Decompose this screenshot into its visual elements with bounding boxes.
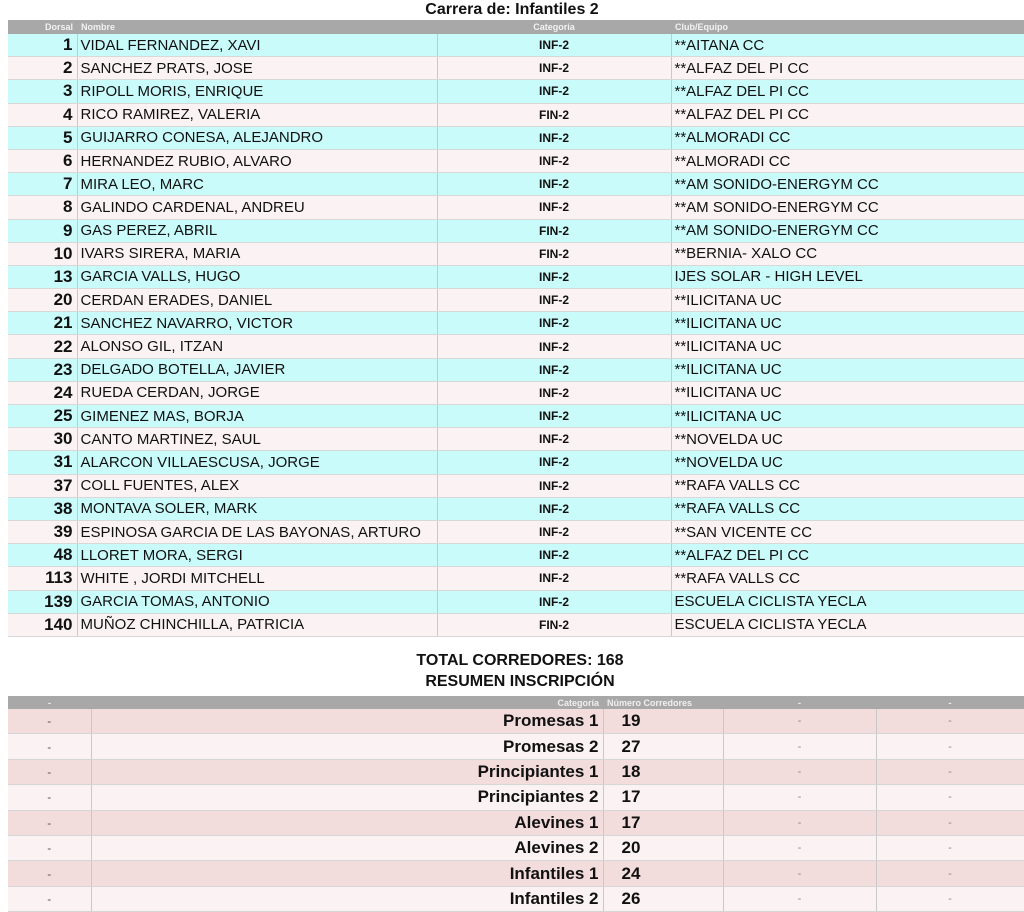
club-cell: **RAFA VALLS CC bbox=[671, 497, 1024, 520]
categoria-cell: INF-2 bbox=[437, 544, 671, 567]
summary-col4-cell: - bbox=[723, 785, 876, 810]
summary-header-col1: - bbox=[8, 696, 91, 709]
summary-col5-cell: - bbox=[876, 886, 1024, 911]
summary-header-categoria: Categoría bbox=[91, 696, 603, 709]
nombre-cell: RUEDA CERDAN, JORGE bbox=[77, 381, 437, 404]
table-row bbox=[8, 520, 1024, 543]
table-row bbox=[8, 242, 1024, 265]
header-categoria: Categoría bbox=[437, 20, 671, 34]
nombre-cell: MONTAVA SOLER, MARK bbox=[77, 497, 437, 520]
summary-col5-cell: - bbox=[876, 759, 1024, 784]
table-row bbox=[8, 381, 1024, 404]
table-row bbox=[8, 567, 1024, 590]
summary-col4-cell: - bbox=[723, 709, 876, 734]
summary-col4-cell: - bbox=[723, 861, 876, 886]
categoria-cell: INF-2 bbox=[437, 265, 671, 288]
nombre-cell: RIPOLL MORIS, ENRIQUE bbox=[77, 80, 437, 103]
dorsal-cell: 7 bbox=[8, 173, 77, 196]
runners-table bbox=[8, 20, 1024, 637]
summary-numero-cell: 18 bbox=[603, 759, 723, 784]
nombre-cell: ALONSO GIL, ITZAN bbox=[77, 335, 437, 358]
club-cell: **ILICITANA UC bbox=[671, 335, 1024, 358]
summary-row bbox=[8, 835, 1024, 860]
table-row bbox=[8, 149, 1024, 172]
total-runners: TOTAL CORREDORES: 168 bbox=[416, 652, 624, 669]
dorsal-cell: 2 bbox=[8, 57, 77, 80]
summary-col5-cell: - bbox=[876, 734, 1024, 759]
dorsal-cell: 22 bbox=[8, 335, 77, 358]
categoria-cell: INF-2 bbox=[437, 405, 671, 428]
nombre-cell: VIDAL FERNANDEZ, XAVI bbox=[77, 34, 437, 57]
dorsal-cell: 8 bbox=[8, 196, 77, 219]
dorsal-cell: 39 bbox=[8, 520, 77, 543]
categoria-cell: INF-2 bbox=[437, 57, 671, 80]
dorsal-cell: 38 bbox=[8, 497, 77, 520]
nombre-cell: SANCHEZ NAVARRO, VICTOR bbox=[77, 312, 437, 335]
dorsal-cell: 37 bbox=[8, 474, 77, 497]
club-cell: **ILICITANA UC bbox=[671, 381, 1024, 404]
nombre-cell: DELGADO BOTELLA, JAVIER bbox=[77, 358, 437, 381]
summary-body bbox=[8, 709, 1024, 912]
nombre-cell: SANCHEZ PRATS, JOSE bbox=[77, 57, 437, 80]
table-row bbox=[8, 126, 1024, 149]
dorsal-cell: 3 bbox=[8, 80, 77, 103]
categoria-cell: FIN-2 bbox=[437, 219, 671, 242]
categoria-cell: INF-2 bbox=[437, 289, 671, 312]
summary-header-numero: Número Corredores bbox=[603, 696, 723, 709]
club-cell: **ALFAZ DEL PI CC bbox=[671, 103, 1024, 126]
dorsal-cell: 1 bbox=[8, 34, 77, 57]
summary-categoria-cell: Principiantes 1 bbox=[91, 759, 603, 784]
dorsal-cell: 6 bbox=[8, 149, 77, 172]
club-cell: **NOVELDA UC bbox=[671, 428, 1024, 451]
summary-numero-cell: 26 bbox=[603, 886, 723, 911]
summary-row bbox=[8, 709, 1024, 734]
summary-col1-cell: - bbox=[8, 785, 91, 810]
table-row bbox=[8, 335, 1024, 358]
categoria-cell: INF-2 bbox=[437, 34, 671, 57]
nombre-cell: MUÑOZ CHINCHILLA, PATRICIA bbox=[77, 613, 437, 636]
nombre-cell: WHITE , JORDI MITCHELL bbox=[77, 567, 437, 590]
summary-row bbox=[8, 759, 1024, 784]
categoria-cell: INF-2 bbox=[437, 358, 671, 381]
dorsal-cell: 139 bbox=[8, 590, 77, 613]
dorsal-cell: 30 bbox=[8, 428, 77, 451]
summary-col1-cell: - bbox=[8, 810, 91, 835]
club-cell: **AM SONIDO-ENERGYM CC bbox=[671, 173, 1024, 196]
table-row bbox=[8, 57, 1024, 80]
summary-col1-cell: - bbox=[8, 886, 91, 911]
summary-categoria-cell: Infantiles 1 bbox=[91, 861, 603, 886]
nombre-cell: RICO RAMIREZ, VALERIA bbox=[77, 103, 437, 126]
dorsal-cell: 21 bbox=[8, 312, 77, 335]
dorsal-cell: 140 bbox=[8, 613, 77, 636]
summary-col1-cell: - bbox=[8, 734, 91, 759]
categoria-cell: INF-2 bbox=[437, 451, 671, 474]
summary-col5-cell: - bbox=[876, 861, 1024, 886]
summary-col4-cell: - bbox=[723, 734, 876, 759]
club-cell: **ILICITANA UC bbox=[671, 312, 1024, 335]
club-cell: **RAFA VALLS CC bbox=[671, 474, 1024, 497]
nombre-cell: GIMENEZ MAS, BORJA bbox=[77, 405, 437, 428]
dorsal-cell: 9 bbox=[8, 219, 77, 242]
summary-categoria-cell: Alevines 1 bbox=[91, 810, 603, 835]
page-title: Carrera de: Infantiles 2 bbox=[425, 1, 599, 18]
club-cell: ESCUELA CICLISTA YECLA bbox=[671, 613, 1024, 636]
summary-col1-cell: - bbox=[8, 861, 91, 886]
club-cell: **BERNIA- XALO CC bbox=[671, 242, 1024, 265]
categoria-cell: INF-2 bbox=[437, 381, 671, 404]
club-cell: **ALMORADI CC bbox=[671, 126, 1024, 149]
runners-header-row bbox=[8, 20, 1024, 34]
summary-numero-cell: 19 bbox=[603, 709, 723, 734]
categoria-cell: INF-2 bbox=[437, 590, 671, 613]
table-row bbox=[8, 196, 1024, 219]
summary-col4-cell: - bbox=[723, 759, 876, 784]
categoria-cell: INF-2 bbox=[437, 497, 671, 520]
club-cell: **ALFAZ DEL PI CC bbox=[671, 80, 1024, 103]
table-row bbox=[8, 474, 1024, 497]
club-cell: **RAFA VALLS CC bbox=[671, 567, 1024, 590]
table-row bbox=[8, 219, 1024, 242]
club-cell: **ILICITANA UC bbox=[671, 358, 1024, 381]
header-nombre: Nombre bbox=[77, 20, 437, 34]
table-row bbox=[8, 358, 1024, 381]
dorsal-cell: 113 bbox=[8, 567, 77, 590]
categoria-cell: INF-2 bbox=[437, 520, 671, 543]
nombre-cell: GALINDO CARDENAL, ANDREU bbox=[77, 196, 437, 219]
summary-row bbox=[8, 810, 1024, 835]
summary-col4-cell: - bbox=[723, 810, 876, 835]
summary-numero-cell: 20 bbox=[603, 835, 723, 860]
table-row bbox=[8, 497, 1024, 520]
nombre-cell: ESPINOSA GARCIA DE LAS BAYONAS, ARTURO bbox=[77, 520, 437, 543]
table-row bbox=[8, 289, 1024, 312]
club-cell: **AITANA CC bbox=[671, 34, 1024, 57]
categoria-cell: INF-2 bbox=[437, 80, 671, 103]
summary-header-col5: - bbox=[876, 696, 1024, 709]
categoria-cell: FIN-2 bbox=[437, 613, 671, 636]
categoria-cell: FIN-2 bbox=[437, 242, 671, 265]
nombre-cell: GARCIA VALLS, HUGO bbox=[77, 265, 437, 288]
summary-header-row bbox=[8, 696, 1024, 709]
dorsal-cell: 10 bbox=[8, 242, 77, 265]
nombre-cell: LLORET MORA, SERGI bbox=[77, 544, 437, 567]
summary-col5-cell: - bbox=[876, 835, 1024, 860]
table-row bbox=[8, 34, 1024, 57]
summary-row bbox=[8, 785, 1024, 810]
resumen-title: RESUMEN INSCRIPCIÓN bbox=[425, 673, 615, 690]
categoria-cell: INF-2 bbox=[437, 474, 671, 497]
summary-col1-cell: - bbox=[8, 709, 91, 734]
dorsal-cell: 20 bbox=[8, 289, 77, 312]
summary-row bbox=[8, 861, 1024, 886]
dorsal-cell: 25 bbox=[8, 405, 77, 428]
categoria-cell: INF-2 bbox=[437, 149, 671, 172]
nombre-cell: IVARS SIRERA, MARIA bbox=[77, 242, 437, 265]
summary-categoria-cell: Promesas 2 bbox=[91, 734, 603, 759]
summary-categoria-cell: Principiantes 2 bbox=[91, 785, 603, 810]
summary-row bbox=[8, 734, 1024, 759]
table-row bbox=[8, 613, 1024, 636]
summary-row bbox=[8, 886, 1024, 911]
categoria-cell: INF-2 bbox=[437, 173, 671, 196]
nombre-cell: GAS PEREZ, ABRIL bbox=[77, 219, 437, 242]
categoria-cell: INF-2 bbox=[437, 335, 671, 358]
nombre-cell: CANTO MARTINEZ, SAUL bbox=[77, 428, 437, 451]
header-dorsal: Dorsal bbox=[8, 20, 77, 34]
table-row bbox=[8, 451, 1024, 474]
table-row bbox=[8, 312, 1024, 335]
nombre-cell: CERDAN ERADES, DANIEL bbox=[77, 289, 437, 312]
summary-numero-cell: 24 bbox=[603, 861, 723, 886]
nombre-cell: HERNANDEZ RUBIO, ALVARO bbox=[77, 149, 437, 172]
summary-table bbox=[8, 696, 1024, 912]
club-cell: **ILICITANA UC bbox=[671, 289, 1024, 312]
club-cell: IJES SOLAR - HIGH LEVEL bbox=[671, 265, 1024, 288]
club-cell: **ILICITANA UC bbox=[671, 405, 1024, 428]
summary-categoria-cell: Infantiles 2 bbox=[91, 886, 603, 911]
club-cell: **ALFAZ DEL PI CC bbox=[671, 544, 1024, 567]
summary-col4-cell: - bbox=[723, 886, 876, 911]
table-row bbox=[8, 428, 1024, 451]
dorsal-cell: 5 bbox=[8, 126, 77, 149]
dorsal-cell: 13 bbox=[8, 265, 77, 288]
summary-categoria-cell: Alevines 2 bbox=[91, 835, 603, 860]
table-row bbox=[8, 173, 1024, 196]
dorsal-cell: 48 bbox=[8, 544, 77, 567]
runners-body bbox=[8, 34, 1024, 636]
summary-numero-cell: 27 bbox=[603, 734, 723, 759]
summary-col4-cell: - bbox=[723, 835, 876, 860]
club-cell: **ALFAZ DEL PI CC bbox=[671, 57, 1024, 80]
categoria-cell: FIN-2 bbox=[437, 103, 671, 126]
table-row bbox=[8, 80, 1024, 103]
categoria-cell: INF-2 bbox=[437, 428, 671, 451]
nombre-cell: GARCIA TOMAS, ANTONIO bbox=[77, 590, 437, 613]
nombre-cell: ALARCON VILLAESCUSA, JORGE bbox=[77, 451, 437, 474]
summary-header-col4: - bbox=[723, 696, 876, 709]
summary-col5-cell: - bbox=[876, 709, 1024, 734]
categoria-cell: INF-2 bbox=[437, 126, 671, 149]
summary-col1-cell: - bbox=[8, 835, 91, 860]
summary-col5-cell: - bbox=[876, 810, 1024, 835]
categoria-cell: INF-2 bbox=[437, 196, 671, 219]
nombre-cell: MIRA LEO, MARC bbox=[77, 173, 437, 196]
club-cell: **AM SONIDO-ENERGYM CC bbox=[671, 219, 1024, 242]
categoria-cell: INF-2 bbox=[437, 312, 671, 335]
club-cell: **NOVELDA UC bbox=[671, 451, 1024, 474]
table-row bbox=[8, 590, 1024, 613]
summary-numero-cell: 17 bbox=[603, 810, 723, 835]
summary-categoria-cell: Promesas 1 bbox=[91, 709, 603, 734]
club-cell: **AM SONIDO-ENERGYM CC bbox=[671, 196, 1024, 219]
dorsal-cell: 4 bbox=[8, 103, 77, 126]
dorsal-cell: 23 bbox=[8, 358, 77, 381]
club-cell: ESCUELA CICLISTA YECLA bbox=[671, 590, 1024, 613]
dorsal-cell: 31 bbox=[8, 451, 77, 474]
table-row bbox=[8, 405, 1024, 428]
table-row bbox=[8, 265, 1024, 288]
club-cell: **ALMORADI CC bbox=[671, 149, 1024, 172]
categoria-cell: INF-2 bbox=[437, 567, 671, 590]
nombre-cell: COLL FUENTES, ALEX bbox=[77, 474, 437, 497]
header-club: Club/Equipo bbox=[671, 20, 1024, 34]
summary-col5-cell: - bbox=[876, 785, 1024, 810]
dorsal-cell: 24 bbox=[8, 381, 77, 404]
table-row bbox=[8, 103, 1024, 126]
table-row bbox=[8, 544, 1024, 567]
nombre-cell: GUIJARRO CONESA, ALEJANDRO bbox=[77, 126, 437, 149]
summary-numero-cell: 17 bbox=[603, 785, 723, 810]
summary-col1-cell: - bbox=[8, 759, 91, 784]
club-cell: **SAN VICENTE CC bbox=[671, 520, 1024, 543]
